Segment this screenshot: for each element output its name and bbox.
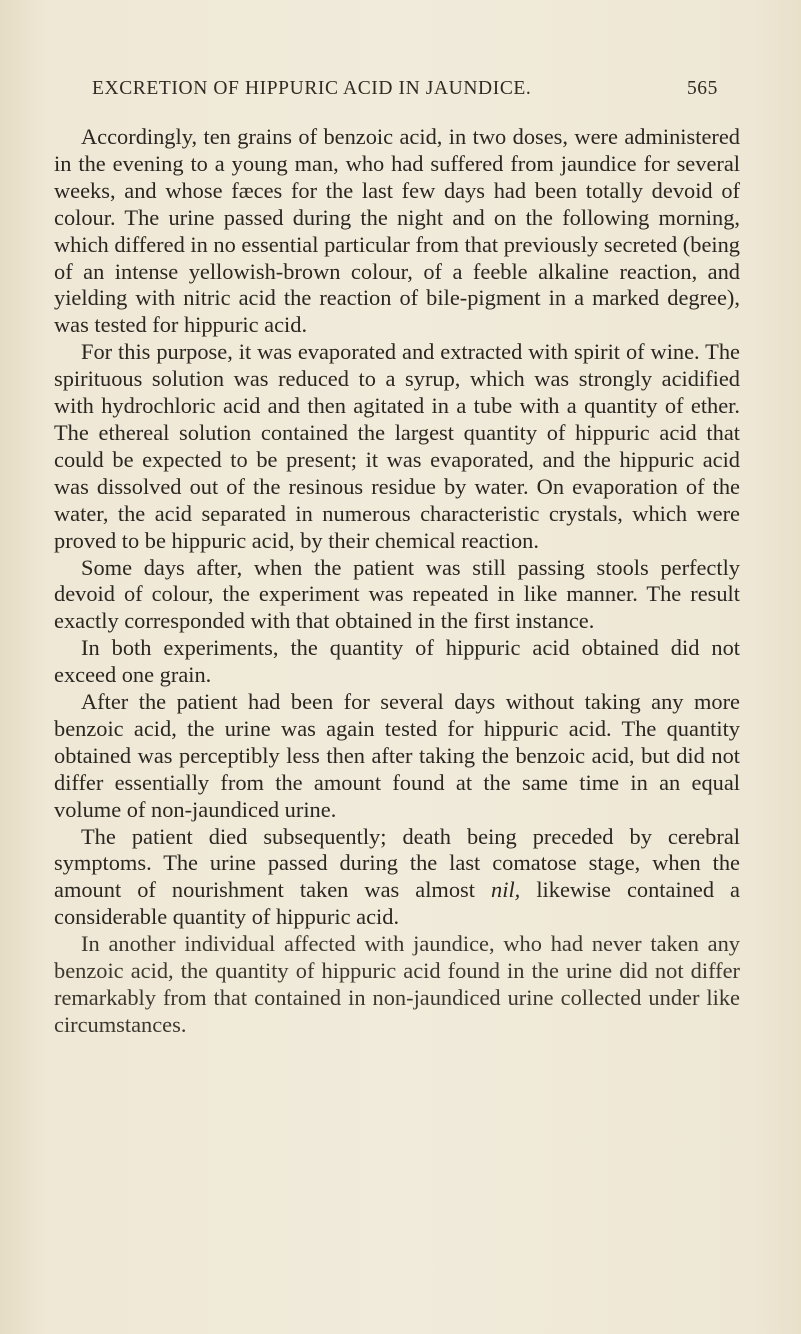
- page-number: 565: [686, 78, 718, 99]
- running-title: EXCRETION OF HIPPURIC ACID IN JAUNDICE.: [92, 78, 532, 99]
- death-text-after: likewise contained a considerable quantity of hippuric acid.: [54, 877, 740, 930]
- paragraph-patient-death: [54, 824, 740, 932]
- paragraph-without-benzoic: After the patient had been for several days without taking any more benzoic acid, the urine was again tested for hippuric acid. The quantity obtained was perceptibly less then after taking the benzoic acid, but did not differ essentially from the amount found at the same time in an equal volume of non-jaundiced urine.: [54, 689, 740, 822]
- page-header: [92, 78, 718, 108]
- death-text-before: The patient died subsequently; death being preceded by cerebral symptoms. The urine passed during the last comatose stage, when the amount of nourishment taken was almost: [54, 823, 740, 903]
- body-text: [54, 124, 740, 1039]
- paragraph-evaporation-method: For this purpose, it was evaporated and extracted with spirit of wine. The spirituous solution was reduced to a syrup, which was strongly acidified with hydrochloric acid and then agitated in a tube with a quantity of ether. The ethereal solution contained the largest quantity of hippuric acid that could be expected to be present; it was evaporated, and the hippuric acid was dissolved out of the resinous residue by water. On evaporation of the water, the acid separated in numerous characteristic crystals, which were proved to be hippuric acid, by their chemical reaction.: [54, 339, 740, 553]
- paragraph-quantity-obtained: In both experiments, the quantity of hippuric acid obtained did not exceed one grain.: [54, 635, 740, 688]
- paragraph-benzoic-dose: Accordingly, ten grains of benzoic acid, in two doses, were administered in the evening to a young man, who had suffered from jaundice for several weeks, and whose fæces for the last few days had been totally devoid of colour. The urine passed during the night and on the following morning, which differed in no essential particular from that previously secreted (being of an intense yellowish-brown colour, of a feeble alkaline reaction, and yielding with nitric acid the reaction of bile-pigment in a marked degree), was tested for hippuric acid.: [54, 124, 740, 338]
- paragraph-repeated-experiment: Some days after, when the patient was still passing stools perfectly devoid of colour, the experiment was repeated in like manner. The result exactly corresponded with that obtained in the first instance.: [54, 554, 740, 634]
- paragraph-another-individual: In another individual affected with jaundice, who had never taken any benzoic acid, the quantity of hippuric acid found in the urine did not differ remarkably from that contained in non-jaundiced urine collected under like circumstances.: [54, 931, 740, 1037]
- italic-nil: nil,: [491, 877, 521, 903]
